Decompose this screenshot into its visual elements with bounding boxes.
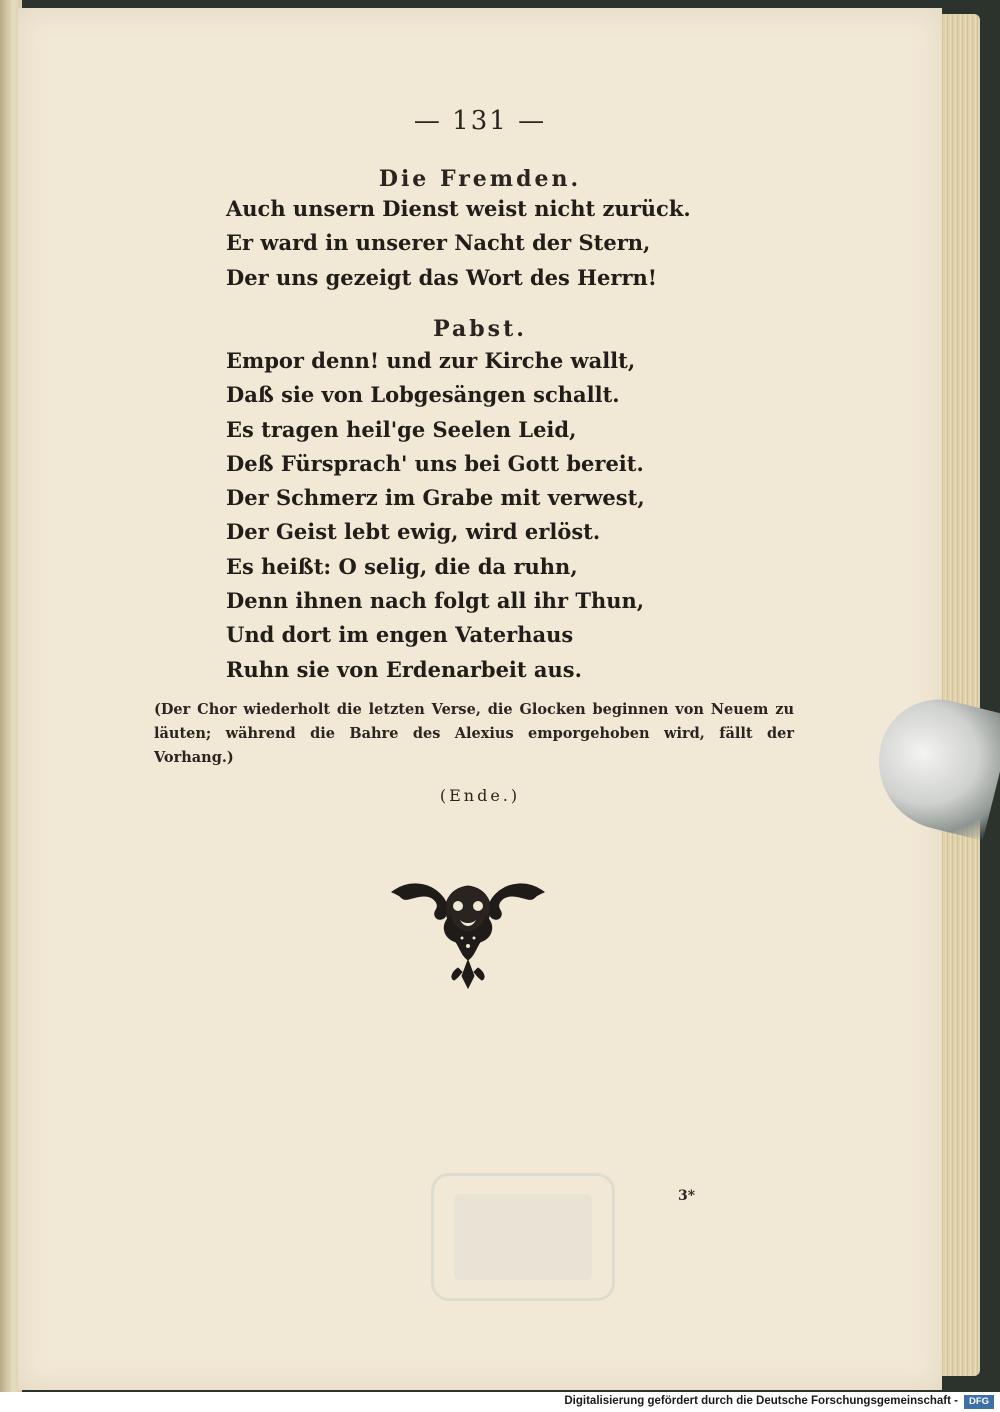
verse-line: Er ward in unserer Nacht der Stern, [226,230,651,256]
verse-line: Ruhn sie von Erdenarbeit aus. [226,656,582,682]
verse-line: Es tragen heil'ge Seelen Leid, [226,416,577,442]
page-number: — 131 — [413,106,547,136]
verse-line: Daß sie von Lobgesängen schallt. [226,382,620,408]
speaker-die-fremden: Die Fremden. [378,166,582,192]
verse-line: Es heißt: O selig, die da ruhn, [226,553,578,579]
verse-line: Der Schmerz im Grabe mit verwest, [226,485,645,511]
footer-credit: Digitalisierung gefördert durch die Deutsche Forschungsgemeinschaft - [564,1395,958,1407]
signature-mark: 3* [678,1188,696,1204]
stage-direction: (Der Chor wiederholt die letzten Verse, die Glocken beginnen von Neuem zu läuten; während die Bahre des Alexius emporgehoben wird, fällt der Vorhang.) [154,701,794,766]
speaker-pabst: Pabst. [433,316,527,342]
end-marker: (Ende.) [439,786,521,805]
verse-line: Deß Fürsprach' uns bei Gott bereit. [226,450,644,476]
verse-line: Auch unsern Dienst weist nicht zurück. [226,196,691,221]
verse-line: Der uns gezeigt das Wort des Herrn! [226,264,657,290]
verse-line: Denn ihnen nach folgt all ihr Thun, [226,588,645,614]
floral-vignette-icon [388,876,548,990]
verse-line: Der Geist lebt ewig, wird erlöst. [226,519,601,545]
verse-line: Empor denn! und zur Kirche wallt, [226,348,636,373]
library-stamp-inner [454,1194,592,1280]
dfg-logo-icon[interactable]: DFG [964,1395,994,1409]
verse-block-pabst [226,344,826,687]
verse-block-fremden [226,192,826,295]
library-stamp [431,1173,615,1301]
book-page [18,8,942,1390]
footer-bar [0,1392,1000,1412]
verse-line: Und dort im engen Vaterhaus [226,622,574,648]
